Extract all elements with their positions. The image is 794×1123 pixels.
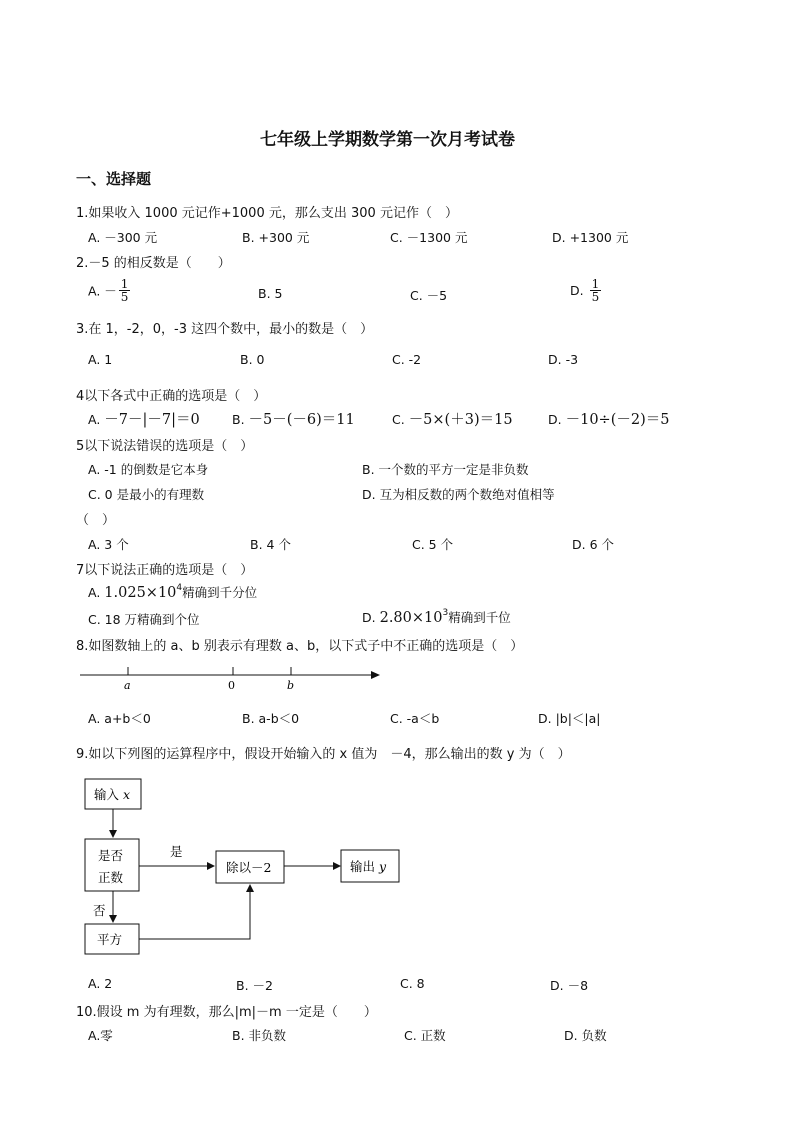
q1-option-a: A. －300 元 bbox=[88, 230, 158, 245]
arrow-head-icon bbox=[109, 830, 117, 838]
number-line-arrow-icon bbox=[371, 671, 380, 679]
question-10-stem: 10.假设 m 为有理数，那么|m|－m 一定是（ ） bbox=[76, 1005, 377, 1020]
q4-option-c-expression: －5×(＋3)＝15 bbox=[408, 412, 513, 428]
q10-option-b: B. 非负数 bbox=[232, 1028, 287, 1043]
q9-option-b: B. －2 bbox=[236, 978, 273, 993]
flow-output-variable: y bbox=[378, 859, 387, 874]
q2-option-d-fraction bbox=[590, 278, 602, 303]
q3-option-b: B. 0 bbox=[240, 352, 265, 367]
q1-option-c: C. －1300 元 bbox=[390, 230, 468, 245]
q7-option-a-expression: 1.025×10 bbox=[104, 585, 177, 601]
q2-option-a-label: A. － bbox=[88, 283, 117, 299]
arrow-head-icon bbox=[207, 862, 215, 870]
q4-option-c-label: C. bbox=[392, 412, 405, 427]
q2-option-d bbox=[570, 278, 601, 303]
q6-option-b: B. 4 个 bbox=[250, 537, 291, 552]
q9-option-a: A. 2 bbox=[88, 976, 113, 991]
q4-option-b bbox=[232, 408, 355, 429]
fraction-numerator: 1 bbox=[591, 277, 600, 291]
q8-option-c: C. -a＜b bbox=[390, 711, 440, 726]
flow-arrow-square-process bbox=[139, 890, 250, 939]
question-9-stem: 9.如以下列图的运算程序中，假设开始输入的 x 值为 －4，那么输出的数 y 为（ ） bbox=[76, 747, 571, 762]
q7-option-d bbox=[362, 608, 511, 626]
fraction-denominator: 5 bbox=[120, 290, 129, 304]
label-a: a bbox=[124, 679, 131, 692]
q4-option-d-expression: －10÷(－2)＝5 bbox=[565, 412, 670, 428]
q10-option-d: D. 负数 bbox=[564, 1028, 607, 1043]
arrow-head-icon bbox=[246, 884, 254, 892]
question-1-stem: 1.如果收入 1000 元记作+1000 元，那么支出 300 元记作（ ） bbox=[76, 206, 458, 221]
flow-no-label: 否 bbox=[93, 903, 106, 918]
flow-input-variable: x bbox=[122, 787, 131, 802]
q1-option-d: D. +1300 元 bbox=[552, 230, 629, 245]
question-2-stem: 2.－5 的相反数是（ ） bbox=[76, 256, 231, 271]
q4-option-c bbox=[392, 408, 513, 429]
q7-option-c: C. 18 万精确到个位 bbox=[88, 612, 200, 627]
q8-option-b: B. a-b＜0 bbox=[242, 711, 300, 726]
label-b: b bbox=[287, 679, 295, 692]
q7-option-d-exponent: 3 bbox=[442, 608, 449, 618]
q2-option-b: B. 5 bbox=[258, 286, 283, 301]
question-7-stem: 7以下说法正确的选项是（ ） bbox=[76, 563, 254, 578]
flow-process-text: 除以－2 bbox=[226, 860, 272, 875]
question-3-stem: 3.在 1，-2，0，-3 这四个数中，最小的数是（ ） bbox=[76, 322, 374, 337]
fraction-numerator: 1 bbox=[120, 277, 129, 291]
flow-square-text: 平方 bbox=[97, 932, 123, 947]
arrow-head-icon bbox=[333, 862, 341, 870]
q7-option-a-label: A. bbox=[88, 585, 101, 600]
q4-option-a bbox=[88, 408, 200, 429]
q7-option-d-tail: 精确到千位 bbox=[448, 610, 511, 625]
q6-option-a: A. 3 个 bbox=[88, 537, 129, 552]
q7-option-a-tail: 精确到千分位 bbox=[182, 585, 258, 600]
q7-option-d-label: D. bbox=[362, 610, 376, 625]
fraction-denominator: 5 bbox=[591, 290, 600, 304]
question-5-stem: 5以下说法错误的选项是（ ） bbox=[76, 439, 254, 454]
section-heading: 一、选择题 bbox=[76, 170, 152, 188]
flow-decision-line-2: 正数 bbox=[98, 870, 124, 885]
question-8-stem: 8.如图数轴上的 a、b 别表示有理数 a、b，以下式子中不正确的选项是（ ） bbox=[76, 639, 524, 654]
q2-option-c: C. －5 bbox=[410, 288, 448, 303]
q2-option-d-label: D. bbox=[570, 283, 588, 298]
q4-option-d bbox=[548, 408, 669, 429]
q1-option-b: B. +300 元 bbox=[242, 230, 310, 245]
q4-option-a-expression: －7－|－7|＝0 bbox=[104, 412, 200, 428]
flow-input-text bbox=[94, 787, 130, 802]
flow-output-prefix: 输出 bbox=[350, 859, 379, 874]
q7-option-a-exponent: 4 bbox=[176, 583, 183, 593]
q3-option-c: C. -2 bbox=[392, 352, 422, 367]
label-zero: 0 bbox=[228, 679, 235, 692]
flowchart-diagram bbox=[76, 770, 416, 960]
q7-option-a bbox=[88, 583, 257, 601]
flow-yes-label: 是 bbox=[170, 844, 183, 859]
q9-option-c: C. 8 bbox=[400, 976, 425, 991]
flow-input-prefix: 输入 bbox=[94, 787, 123, 802]
question-6-stem: （ ） bbox=[76, 513, 116, 528]
q10-option-c: C. 正数 bbox=[404, 1028, 446, 1043]
q9-option-d: D. －8 bbox=[550, 978, 589, 993]
q5-option-d: D. 互为相反数的两个数绝对值相等 bbox=[362, 487, 555, 502]
q6-option-d: D. 6 个 bbox=[572, 537, 614, 552]
q3-option-d: D. -3 bbox=[548, 352, 579, 367]
question-4-stem: 4以下各式中正确的选项是（ ） bbox=[76, 389, 267, 404]
number-line-diagram bbox=[76, 658, 388, 694]
q2-option-a bbox=[88, 278, 130, 303]
q4-option-b-expression: －5－(－6)＝11 bbox=[248, 412, 355, 428]
q10-option-a: A.零 bbox=[88, 1028, 113, 1043]
flow-output-text bbox=[350, 859, 387, 874]
flow-decision-line-1: 是否 bbox=[98, 848, 124, 863]
q4-option-a-label: A. bbox=[88, 412, 101, 427]
q8-option-a: A. a+b＜0 bbox=[88, 711, 151, 726]
q6-option-c: C. 5 个 bbox=[412, 537, 454, 552]
q4-option-d-label: D. bbox=[548, 412, 562, 427]
q5-option-b: B. 一个数的平方一定是非负数 bbox=[362, 462, 529, 477]
q7-option-d-expression: 2.80×10 bbox=[379, 610, 443, 626]
q3-option-a: A. 1 bbox=[88, 352, 113, 367]
q5-option-c: C. 0 是最小的有理数 bbox=[88, 487, 205, 502]
page-title: 七年级上学期数学第一次月考试卷 bbox=[260, 130, 515, 150]
q4-option-b-label: B. bbox=[232, 412, 245, 427]
q5-option-a: A. -1 的倒数是它本身 bbox=[88, 462, 209, 477]
q8-option-d: D. |b|＜|a| bbox=[538, 711, 601, 726]
arrow-head-icon bbox=[109, 915, 117, 923]
q2-option-a-fraction bbox=[119, 278, 131, 303]
